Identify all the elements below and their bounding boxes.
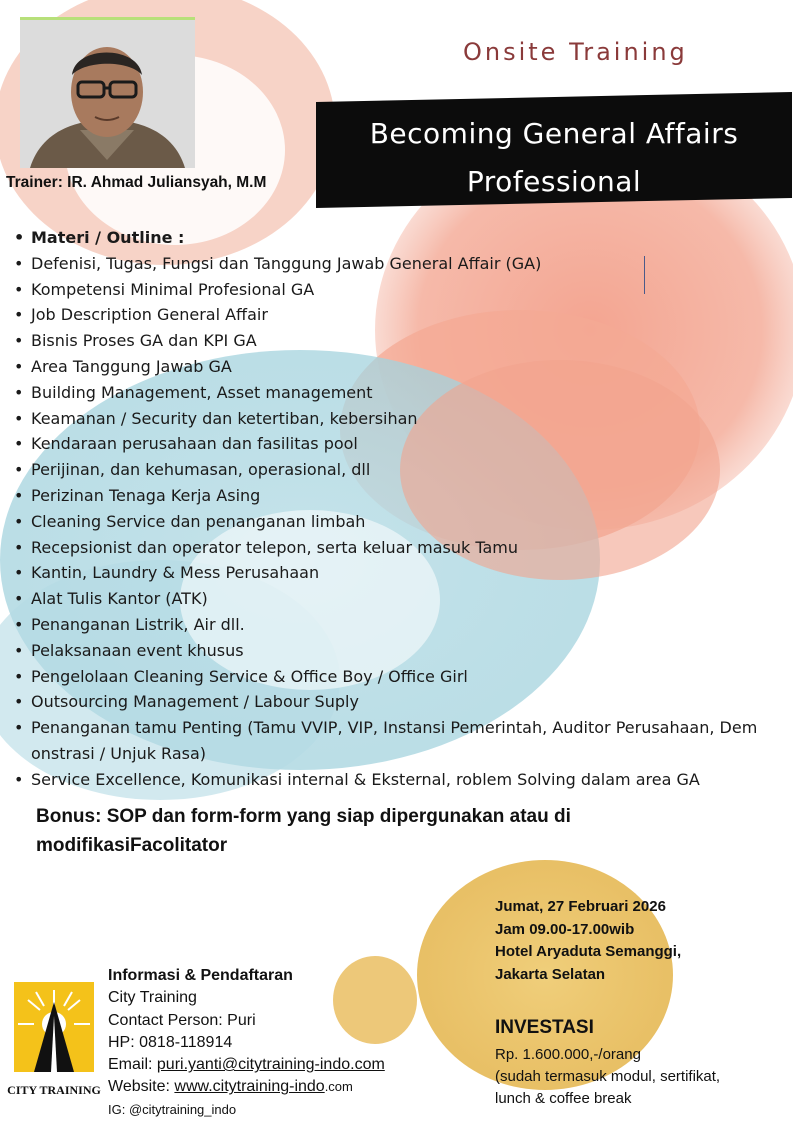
onsite-training-label: Onsite Training: [463, 38, 688, 66]
contact-email-row: [108, 1054, 385, 1076]
email-link[interactable]: puri.yanti@citytraining-indo.com: [156, 1056, 385, 1074]
outline-item: • Recepsionist dan operator telepon, serta keluar masuk Tamu: [12, 535, 787, 561]
bonus-note: [36, 802, 676, 860]
event-time: Jam 09.00-17.00wib: [495, 920, 635, 938]
email-label: Email:: [108, 1056, 157, 1074]
outline-item: • Kendaraan perusahaan dan fasilitas pool: [12, 431, 787, 457]
website-link[interactable]: www.citytraining-indo: [174, 1078, 325, 1096]
outline-item: • Defenisi, Tugas, Fungsi dan Tanggung Jawab General Affair (GA): [12, 251, 787, 277]
outline-item: • Building Management, Asset management: [12, 380, 787, 406]
outline-item: • Cleaning Service dan penanganan limbah: [12, 509, 787, 535]
outline-heading: • Materi / Outline :: [12, 225, 787, 251]
outline-item: • Kompetensi Minimal Profesional GA: [12, 277, 787, 303]
outline-item: • Alat Tulis Kantor (ATK): [12, 586, 787, 612]
outline-item: • Job Description General Affair: [12, 302, 787, 328]
bonus-line-2: modifikasiFacolitator: [36, 835, 228, 856]
outline-item: • Keamanan / Security dan ketertiban, kebersihan: [12, 406, 787, 432]
contact-org: City Training: [108, 989, 197, 1007]
event-venue: Hotel Aryaduta Semanggi,: [495, 943, 682, 960]
outline-item: • Bisnis Proses GA dan KPI GA: [12, 328, 787, 354]
contact-website-row: [108, 1076, 385, 1098]
trainer-photo: [20, 20, 195, 168]
investasi-price: Rp. 1.600.000,-/orang: [495, 1046, 641, 1063]
contact-hp: HP: 0818-118914: [108, 1033, 233, 1051]
investasi-heading: INVESTASI: [495, 1017, 594, 1038]
contact-instagram: IG: @citytraining_indo: [108, 1101, 237, 1117]
outline-item: • Area Tanggung Jawab GA: [12, 354, 787, 380]
outline-list: [12, 225, 787, 793]
contact-person: Contact Person: Puri: [108, 1011, 256, 1029]
trainer-name: Trainer: IR. Ahmad Juliansyah, M.M: [6, 174, 267, 191]
title-line-2: Professional: [466, 165, 642, 198]
investasi-details: [495, 1044, 720, 1110]
outline-item: • Perizinan Tenaga Kerja Asing: [12, 483, 787, 509]
event-details: [495, 896, 681, 986]
outline-item: • Kantin, Laundry & Mess Perusahaan: [12, 560, 787, 586]
outline-item: • Outsourcing Management / Labour Suply: [12, 689, 787, 715]
contact-heading: Informasi & Pendaftaran: [108, 967, 293, 984]
bonus-line-1: Bonus: SOP dan form-form yang siap dipergunakan atau di: [36, 806, 571, 827]
city-training-logo: [7, 982, 101, 1104]
title-line-1: Becoming General Affairs: [369, 117, 739, 150]
event-city: Jakarta Selatan: [495, 965, 606, 983]
outline-item: • Penanganan tamu Penting (Tamu VVIP, VIP, Instansi Pemerintah, Auditor Perusahaan, Dem onstrasi / Unjuk Rasa): [12, 715, 787, 767]
outline-item: • Service Excellence, Komunikasi internal & Eksternal, roblem Solving dalam area GA: [12, 767, 787, 793]
outline-item: • Pelaksanaan event khusus: [12, 638, 787, 664]
investasi-includes-1: (sudah termasuk modul, sertifikat,: [495, 1068, 721, 1085]
outline-item: • Penanganan Listrik, Air dll.: [12, 612, 787, 638]
investasi-includes-2: lunch & coffee break: [495, 1090, 632, 1107]
logo-text: CITY TRAINING: [7, 1083, 101, 1097]
website-label: Website:: [108, 1078, 175, 1096]
contact-info: [108, 965, 385, 1121]
event-date: Jumat, 27 Februari 2026: [495, 898, 666, 915]
website-suffix: .com: [324, 1079, 353, 1095]
training-title: [316, 110, 792, 206]
outline-item: • Perijinan, dan kehumasan, operasional, dll: [12, 457, 787, 483]
outline-item: • Pengelolaan Cleaning Service & Office Boy / Office Girl: [12, 664, 787, 690]
